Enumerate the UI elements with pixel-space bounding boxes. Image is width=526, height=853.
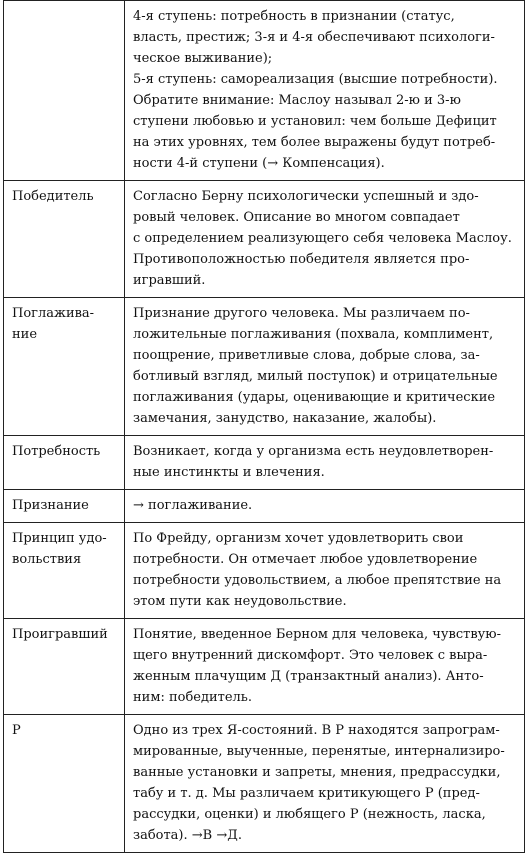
definition-line: → поглаживание. — [133, 498, 253, 513]
definition-line: рассудки, оценки) и любящего Р (нежность, ласка, — [133, 807, 486, 822]
definition-line: ровый человек. Описание во многом совпадает — [133, 210, 460, 225]
glossary-row — [4, 1, 525, 181]
glossary-definition-cell — [125, 490, 525, 523]
glossary-term-cell — [4, 619, 125, 715]
definition-line: Одно из трех Я-состояний. В Р находятся запрограм- — [133, 723, 500, 738]
definition-line: По Фрейду, организм хочет удовлетворить свои — [133, 531, 464, 546]
definition-line: на этих уровнях, тем более выражены будут потреб- — [133, 135, 496, 150]
term-line: Принцип удо- — [12, 531, 107, 546]
definition-line: ложительные поглаживания (похвала, комплимент, — [133, 327, 494, 342]
glossary-term-cell — [4, 715, 125, 853]
glossary-definition-cell — [125, 436, 525, 490]
glossary-definition-cell — [125, 715, 525, 853]
glossary-definition-cell — [125, 181, 525, 298]
term-line: Проигравший — [12, 627, 108, 642]
definition-line: власть, престиж; 3-я и 4-я обеспечивают психологи- — [133, 30, 495, 45]
definition-line: ные инстинкты и влечения. — [133, 465, 325, 480]
glossary-term-cell — [4, 490, 125, 523]
term-line: Потребность — [12, 444, 101, 459]
glossary-term-cell — [4, 523, 125, 619]
term-line: вольствия — [12, 552, 82, 567]
term-line: Поглажива- — [12, 306, 95, 321]
glossary-row — [4, 181, 525, 298]
glossary-definition-cell — [125, 298, 525, 436]
definition-line: Понятие, введенное Берном для человека, чувствую- — [133, 627, 501, 642]
glossary-row — [4, 436, 525, 490]
definition-line: мированные, выученные, перенятые, интернализиро- — [133, 744, 505, 759]
glossary-row — [4, 490, 525, 523]
glossary-term-cell — [4, 181, 125, 298]
term-line: Победитель — [12, 189, 94, 204]
glossary-body — [4, 1, 525, 853]
glossary-row — [4, 523, 525, 619]
definition-line: с определением реализующего себя человека Маслоу. — [133, 231, 512, 246]
glossary-term-cell — [4, 436, 125, 490]
definition-line: Признание другого человека. Мы различаем по- — [133, 306, 470, 321]
definition-line: Возникает, когда у организма есть неудовлетворен- — [133, 444, 494, 459]
definition-line: Противоположностью победителя является про- — [133, 252, 470, 267]
definition-line: ческое выживание); — [133, 51, 273, 66]
term-line: Признание — [12, 498, 89, 513]
glossary-definition-cell — [125, 523, 525, 619]
glossary-definition-cell — [125, 619, 525, 715]
term-line: Р — [12, 723, 21, 738]
term-line: ние — [12, 327, 38, 342]
definition-line: табу и т. д. Мы различаем критикующего Р (пред- — [133, 786, 480, 801]
definition-line: игравший. — [133, 273, 206, 288]
glossary-definition-cell — [125, 1, 525, 181]
glossary-row — [4, 715, 525, 853]
definition-line: этом пути как неудовольствие. — [133, 594, 347, 609]
definition-line: ступени любовью и установил: чем больше Дефицит — [133, 114, 497, 129]
definition-line: Согласно Берну психологически успешный и здо- — [133, 189, 479, 204]
definition-line: забота). →В →Д. — [133, 828, 242, 843]
definition-line: замечания, занудство, наказание, жалобы). — [133, 411, 437, 426]
definition-line: потребности. Он отмечает любое удовлетворение — [133, 552, 478, 567]
definition-line: щего внутренний дискомфорт. Это человек с выра- — [133, 648, 488, 663]
definition-line: женным плачущим Д (транзактный анализ). Анто- — [133, 669, 484, 684]
definition-line: поощрение, приветливые слова, добрые слова, за- — [133, 348, 480, 363]
definition-line: Обратите внимание: Маслоу называл 2-ю и 3-ю — [133, 93, 461, 108]
definition-line: 5-я ступень: самореализация (высшие потребности). — [133, 72, 498, 87]
definition-line: ботливый взгляд, милый поступок) и отрицательные — [133, 369, 498, 384]
glossary-term-cell — [4, 1, 125, 181]
glossary-row — [4, 298, 525, 436]
definition-line: 4-я ступень: потребность в признании (статус, — [133, 9, 455, 24]
definition-line: ности 4-й ступени (→ Компенсация). — [133, 156, 385, 171]
definition-line: ванные установки и запреты, мнения, предрассудки, — [133, 765, 501, 780]
definition-line: потребности удовольствием, а любое препятствие на — [133, 573, 502, 588]
definition-line: поглаживания (удары, оценивающие и критические — [133, 390, 496, 405]
glossary-table — [3, 0, 525, 853]
glossary-row — [4, 619, 525, 715]
definition-line: ним: победитель. — [133, 690, 252, 705]
glossary-term-cell — [4, 298, 125, 436]
